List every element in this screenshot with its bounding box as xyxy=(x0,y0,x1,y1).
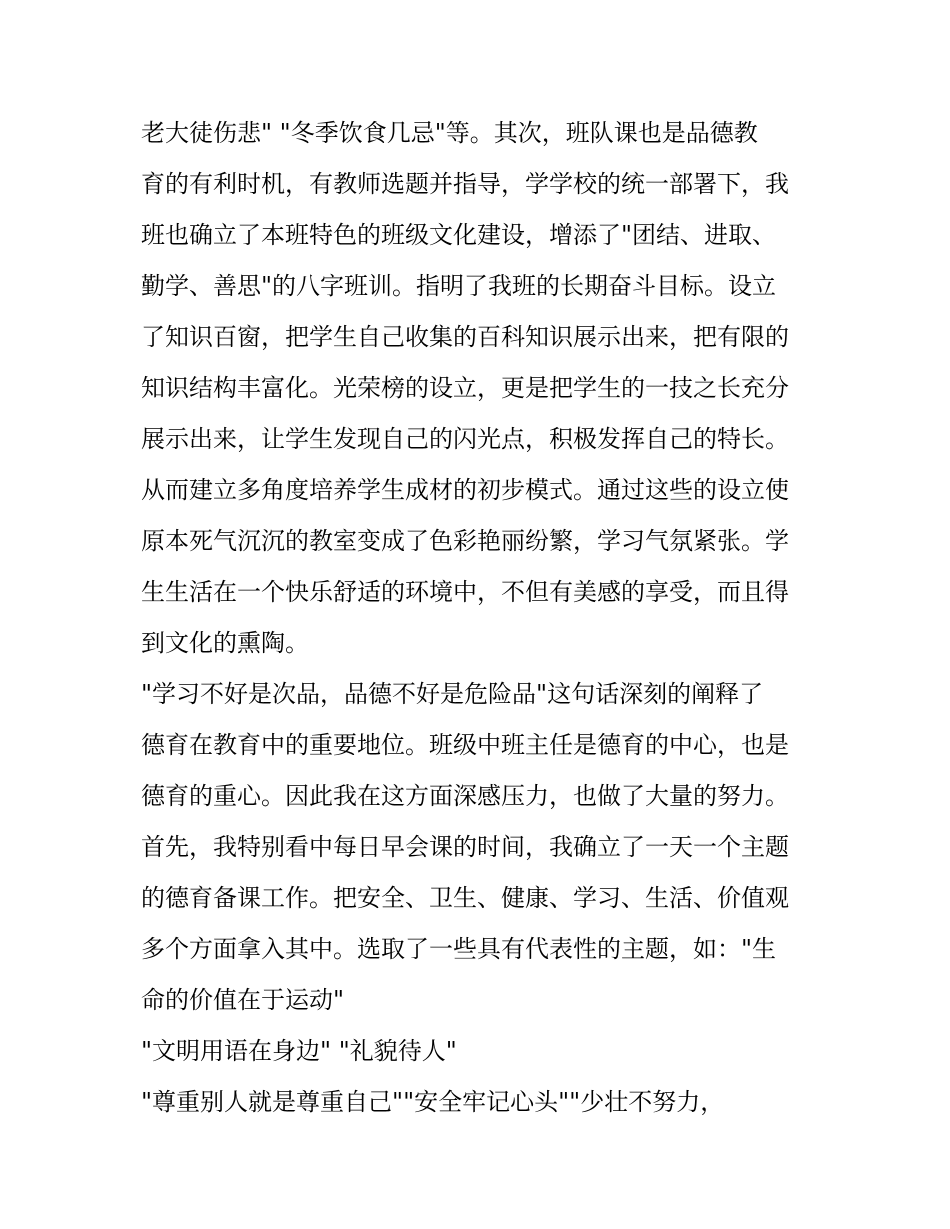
text-line: 育的有利时机，有教师选题并指导，学学校的统一部署下，我 xyxy=(141,170,789,198)
text-line: 生生活在一个快乐舒适的环境中，不但有美感的享受，而且得 xyxy=(141,578,789,606)
text-line: 多个方面拿入其中。选取了一些具有代表性的主题，如："生 xyxy=(141,935,777,963)
text-line: "文明用语在身边" "礼貌待人" xyxy=(141,1037,457,1065)
text-line: "尊重别人就是尊重自己""安全牢记心头""少壮不努力， xyxy=(141,1088,725,1116)
text-line: 了知识百窗，把学生自己收集的百科知识展示出来，把有限的 xyxy=(141,323,789,351)
text-line: 原本死气沉沉的教室变成了色彩艳丽纷繁，学习气氛紧张。学 xyxy=(141,527,789,555)
text-line: 从而建立多角度培养学生成材的初步模式。通过这些的设立使 xyxy=(141,476,789,504)
text-line: 德育在教育中的重要地位。班级中班主任是德育的中心，也是 xyxy=(141,731,789,759)
text-line: 命的价值在于运动" xyxy=(141,986,345,1014)
text-line: "学习不好是次品，品德不好是危险品"这句话深刻的阐释了 xyxy=(141,680,764,708)
text-line: 到文化的熏陶。 xyxy=(141,629,309,657)
text-line: 的德育备课工作。把安全、卫生、健康、学习、生活、价值观 xyxy=(141,884,789,912)
text-line: 勤学、善思"的八字班训。指明了我班的长期奋斗目标。设立 xyxy=(141,272,777,300)
text-line: 首先，我特别看中每日早会课的时间，我确立了一天一个主题 xyxy=(141,833,789,861)
text-line: 老大徒伤悲" "冬季饮食几忌"等。其次，班队课也是品德教 xyxy=(141,119,758,147)
text-line: 展示出来，让学生发现自己的闪光点，积极发挥自己的特长。 xyxy=(141,425,789,453)
text-line: 知识结构丰富化。光荣榜的设立，更是把学生的一技之长充分 xyxy=(141,374,789,402)
body-text xyxy=(141,108,821,1128)
text-line: 德育的重心。因此我在这方面深感压力，也做了大量的努力。 xyxy=(141,782,789,810)
text-line: 班也确立了本班特色的班级文化建设，增添了"团结、进取、 xyxy=(141,221,777,249)
